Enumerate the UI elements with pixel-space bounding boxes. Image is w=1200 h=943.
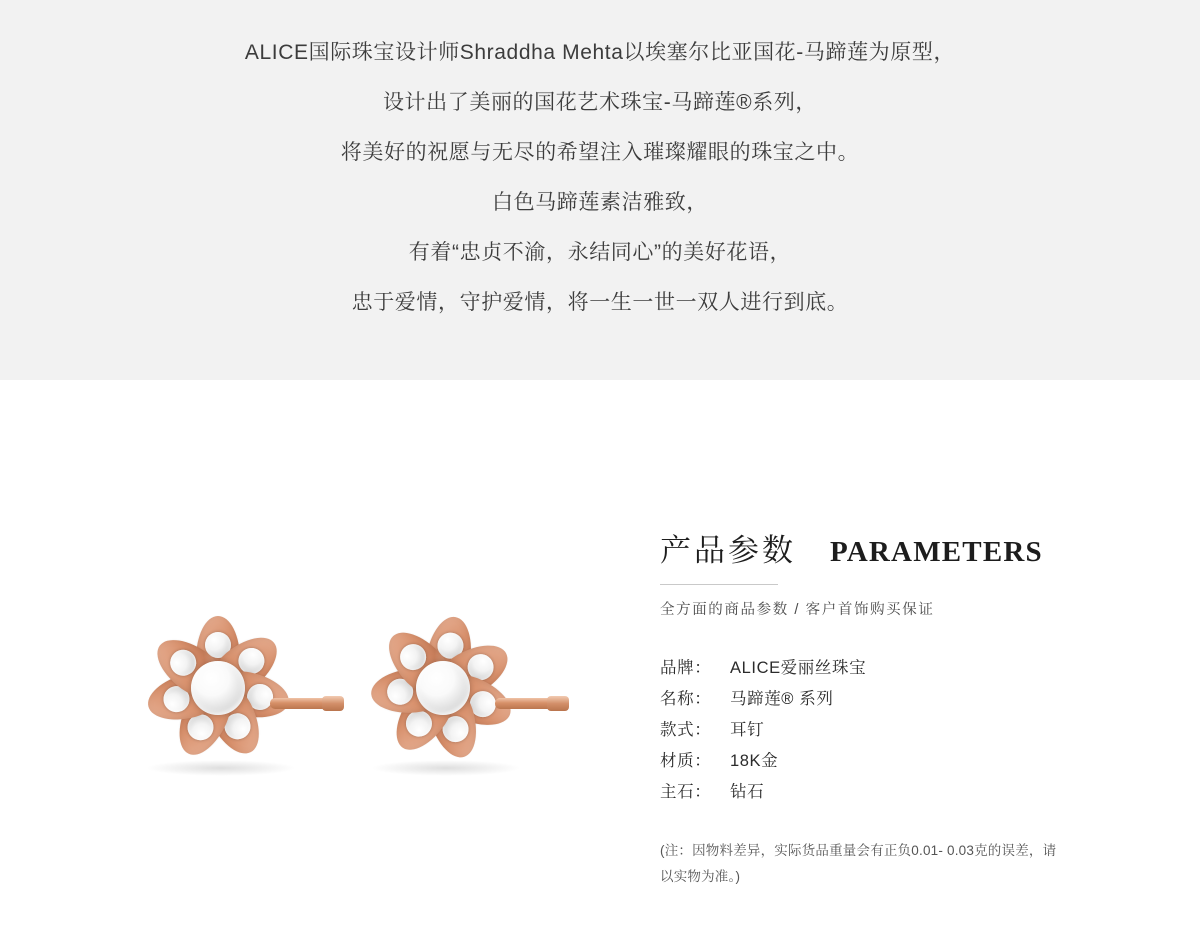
- heading-divider: [660, 584, 778, 585]
- parameters-note: (注：因物料差异，实际货品重量会有正负0.01- 0.03克的误差，请以实物为准。): [660, 843, 1057, 884]
- parameter-row: [660, 715, 1160, 746]
- parameters-panel: [660, 380, 1160, 890]
- parameter-value: 马蹄莲® 系列: [730, 690, 834, 708]
- product-shadow: [371, 760, 521, 776]
- earring-post-icon: [270, 698, 328, 709]
- intro-line: 设计出了美丽的国花艺术珠宝-马蹄莲®系列，: [382, 91, 818, 114]
- parameter-label: 名称：: [660, 690, 712, 708]
- parameter-label: 材质：: [660, 752, 712, 770]
- parameter-value: 18K金: [730, 752, 779, 770]
- parameters-heading: [660, 380, 1160, 570]
- intro-line: 忠于爱情，守护爱情，将一生一世一双人进行到底。: [351, 291, 849, 314]
- center-diamond-icon: [191, 661, 245, 715]
- intro-line: 将美好的祝愿与无尽的希望注入璀璨耀眼的珠宝之中。: [340, 141, 860, 164]
- center-diamond-icon: [416, 661, 470, 715]
- earring-post-icon: [495, 698, 553, 709]
- flower-motif: [363, 608, 523, 768]
- earring-left: [120, 600, 320, 800]
- parameter-row: [660, 684, 1160, 715]
- parameter-row: [660, 653, 1160, 684]
- earring-right: [345, 600, 545, 800]
- intro-description-block: [0, 0, 1200, 380]
- parameter-row: [660, 777, 1160, 808]
- intro-line: 白色马蹄莲素洁雅致，: [492, 191, 708, 214]
- parameters-subtitle: 全方面的商品参数 / 客户首饰购买保证: [660, 602, 935, 618]
- product-shadow: [146, 760, 296, 776]
- parameter-label: 品牌：: [660, 659, 712, 677]
- earrings-photo: [100, 590, 560, 810]
- parameter-value: 钻石: [730, 783, 765, 801]
- parameter-value: ALICE爱丽丝珠宝: [730, 659, 867, 677]
- intro-line: ALICE国际珠宝设计师Shraddha Mehta以埃塞尔比亚国花-马蹄莲为原型，: [244, 41, 956, 64]
- flower-motif: [138, 608, 298, 768]
- parameters-list: [660, 653, 1160, 808]
- intro-line: 有着“忠贞不渝，永结同心”的美好花语，: [408, 241, 792, 264]
- parameters-title-cn: 产品参数: [660, 533, 796, 568]
- parameter-label: 主石：: [660, 783, 712, 801]
- parameters-title-en: PARAMETERS: [830, 536, 1043, 568]
- parameter-row: [660, 746, 1160, 777]
- parameter-value: 耳钉: [730, 721, 765, 739]
- parameter-label: 款式：: [660, 721, 712, 739]
- product-image-area: [0, 380, 640, 943]
